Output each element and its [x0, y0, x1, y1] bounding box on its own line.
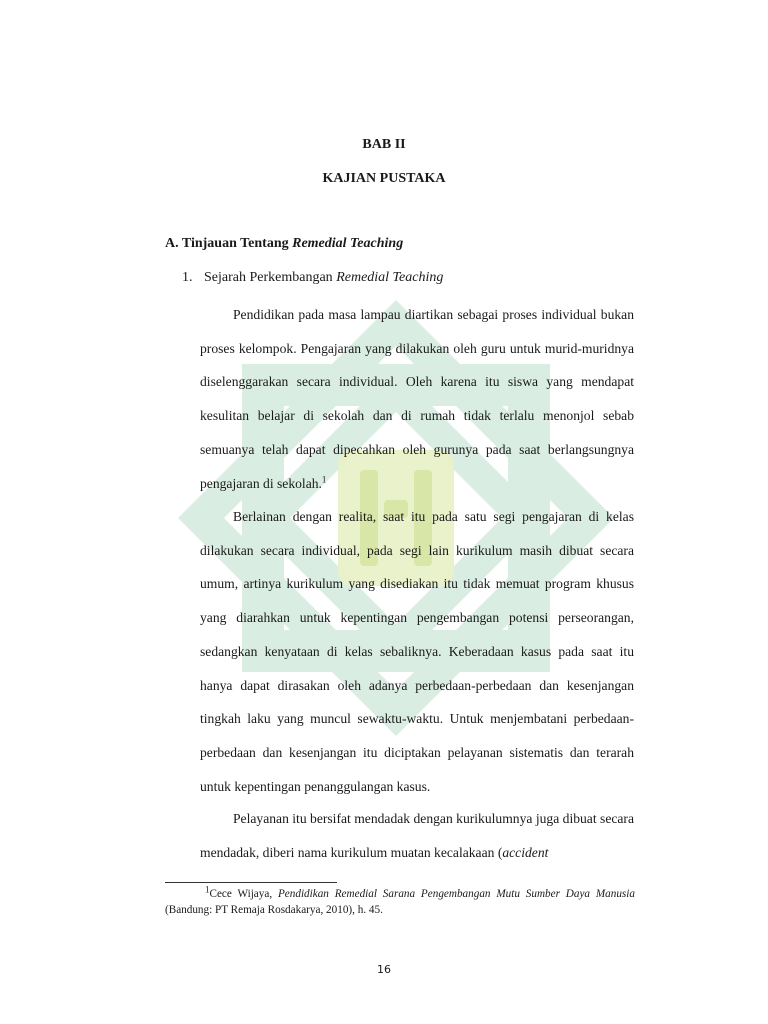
- footnote-author: Cece Wijaya,: [209, 888, 278, 900]
- subsection-number: 1.: [182, 270, 193, 285]
- footnote-publication: (Bandung: PT Remaja Rosdakarya, 2010), h. 45.: [165, 904, 383, 916]
- subsection-heading: [182, 270, 443, 286]
- paragraph-2: [200, 500, 634, 803]
- subsection-label-italic: Remedial Teaching: [336, 270, 444, 285]
- paragraph-2-text: Berlainan dengan realita, saat itu pada satu segi pengajaran di kelas dilakukan secara individual, pada segi lain kurikulum masih dibuat secara umum, artinya kurikulum yang disediakan itu tidak memuat program khusus yang diarahkan untuk kepentingan pengembangan potensi perseorangan, sedangkan kenyataan di kelas sebaliknya. Keberadaan kasus pada saat itu hanya dapat dirasakan oleh adanya perbedaan-perbedaan dan kesenjangan tingkah laku yang muncul sewaktu-waktu. Untuk menjembatani perbedaan-perbedaan dan kesenjangan itu diciptakan pelayanan sistematis dan terarah untuk kepentingan penanggulangan kasus.: [200, 509, 634, 794]
- footnote-reference[interactable]: 1: [321, 473, 327, 484]
- footnote-separator: [165, 882, 337, 883]
- subsection-label: Sejarah Perkembangan: [204, 270, 337, 285]
- section-heading-italic: Remedial Teaching: [292, 236, 404, 251]
- footnote-number: 1: [205, 884, 210, 895]
- footnote: [165, 886, 635, 918]
- chapter-title: KAJIAN PUSTAKA: [322, 171, 446, 186]
- page-number: 16: [377, 963, 391, 976]
- paragraph-1-text: Pendidikan pada masa lampau diartikan sebagai proses individual bukan proses kelompok. Pengajaran yang dilakukan oleh guru untuk murid-muridnya diselenggarakan secara individual. Oleh karena itu siswa yang mendapat kesulitan belajar di sekolah dan di rumah tidak terlalu menonjol sebab semuanya telah dapat dipecahkan oleh gurunya pada saat berlangsungnya pengajaran di sekolah.: [200, 307, 634, 491]
- section-heading-label: A. Tinjauan Tentang: [165, 236, 293, 251]
- paragraph-3-italic: accident: [502, 844, 549, 860]
- section-heading: [165, 236, 403, 252]
- footnote-title: Pendidikan Remedial Sarana Pengembangan Mutu Sumber Daya Manusia: [277, 888, 635, 900]
- paragraph-1: [200, 298, 634, 500]
- paragraph-3: [200, 802, 634, 869]
- paragraph-3-text: Pelayanan itu bersifat mendadak dengan kurikulumnya juga dibuat secara mendadak, diberi nama kurikulum muatan kecalakaan (: [200, 811, 634, 860]
- chapter-number: BAB II: [362, 137, 406, 152]
